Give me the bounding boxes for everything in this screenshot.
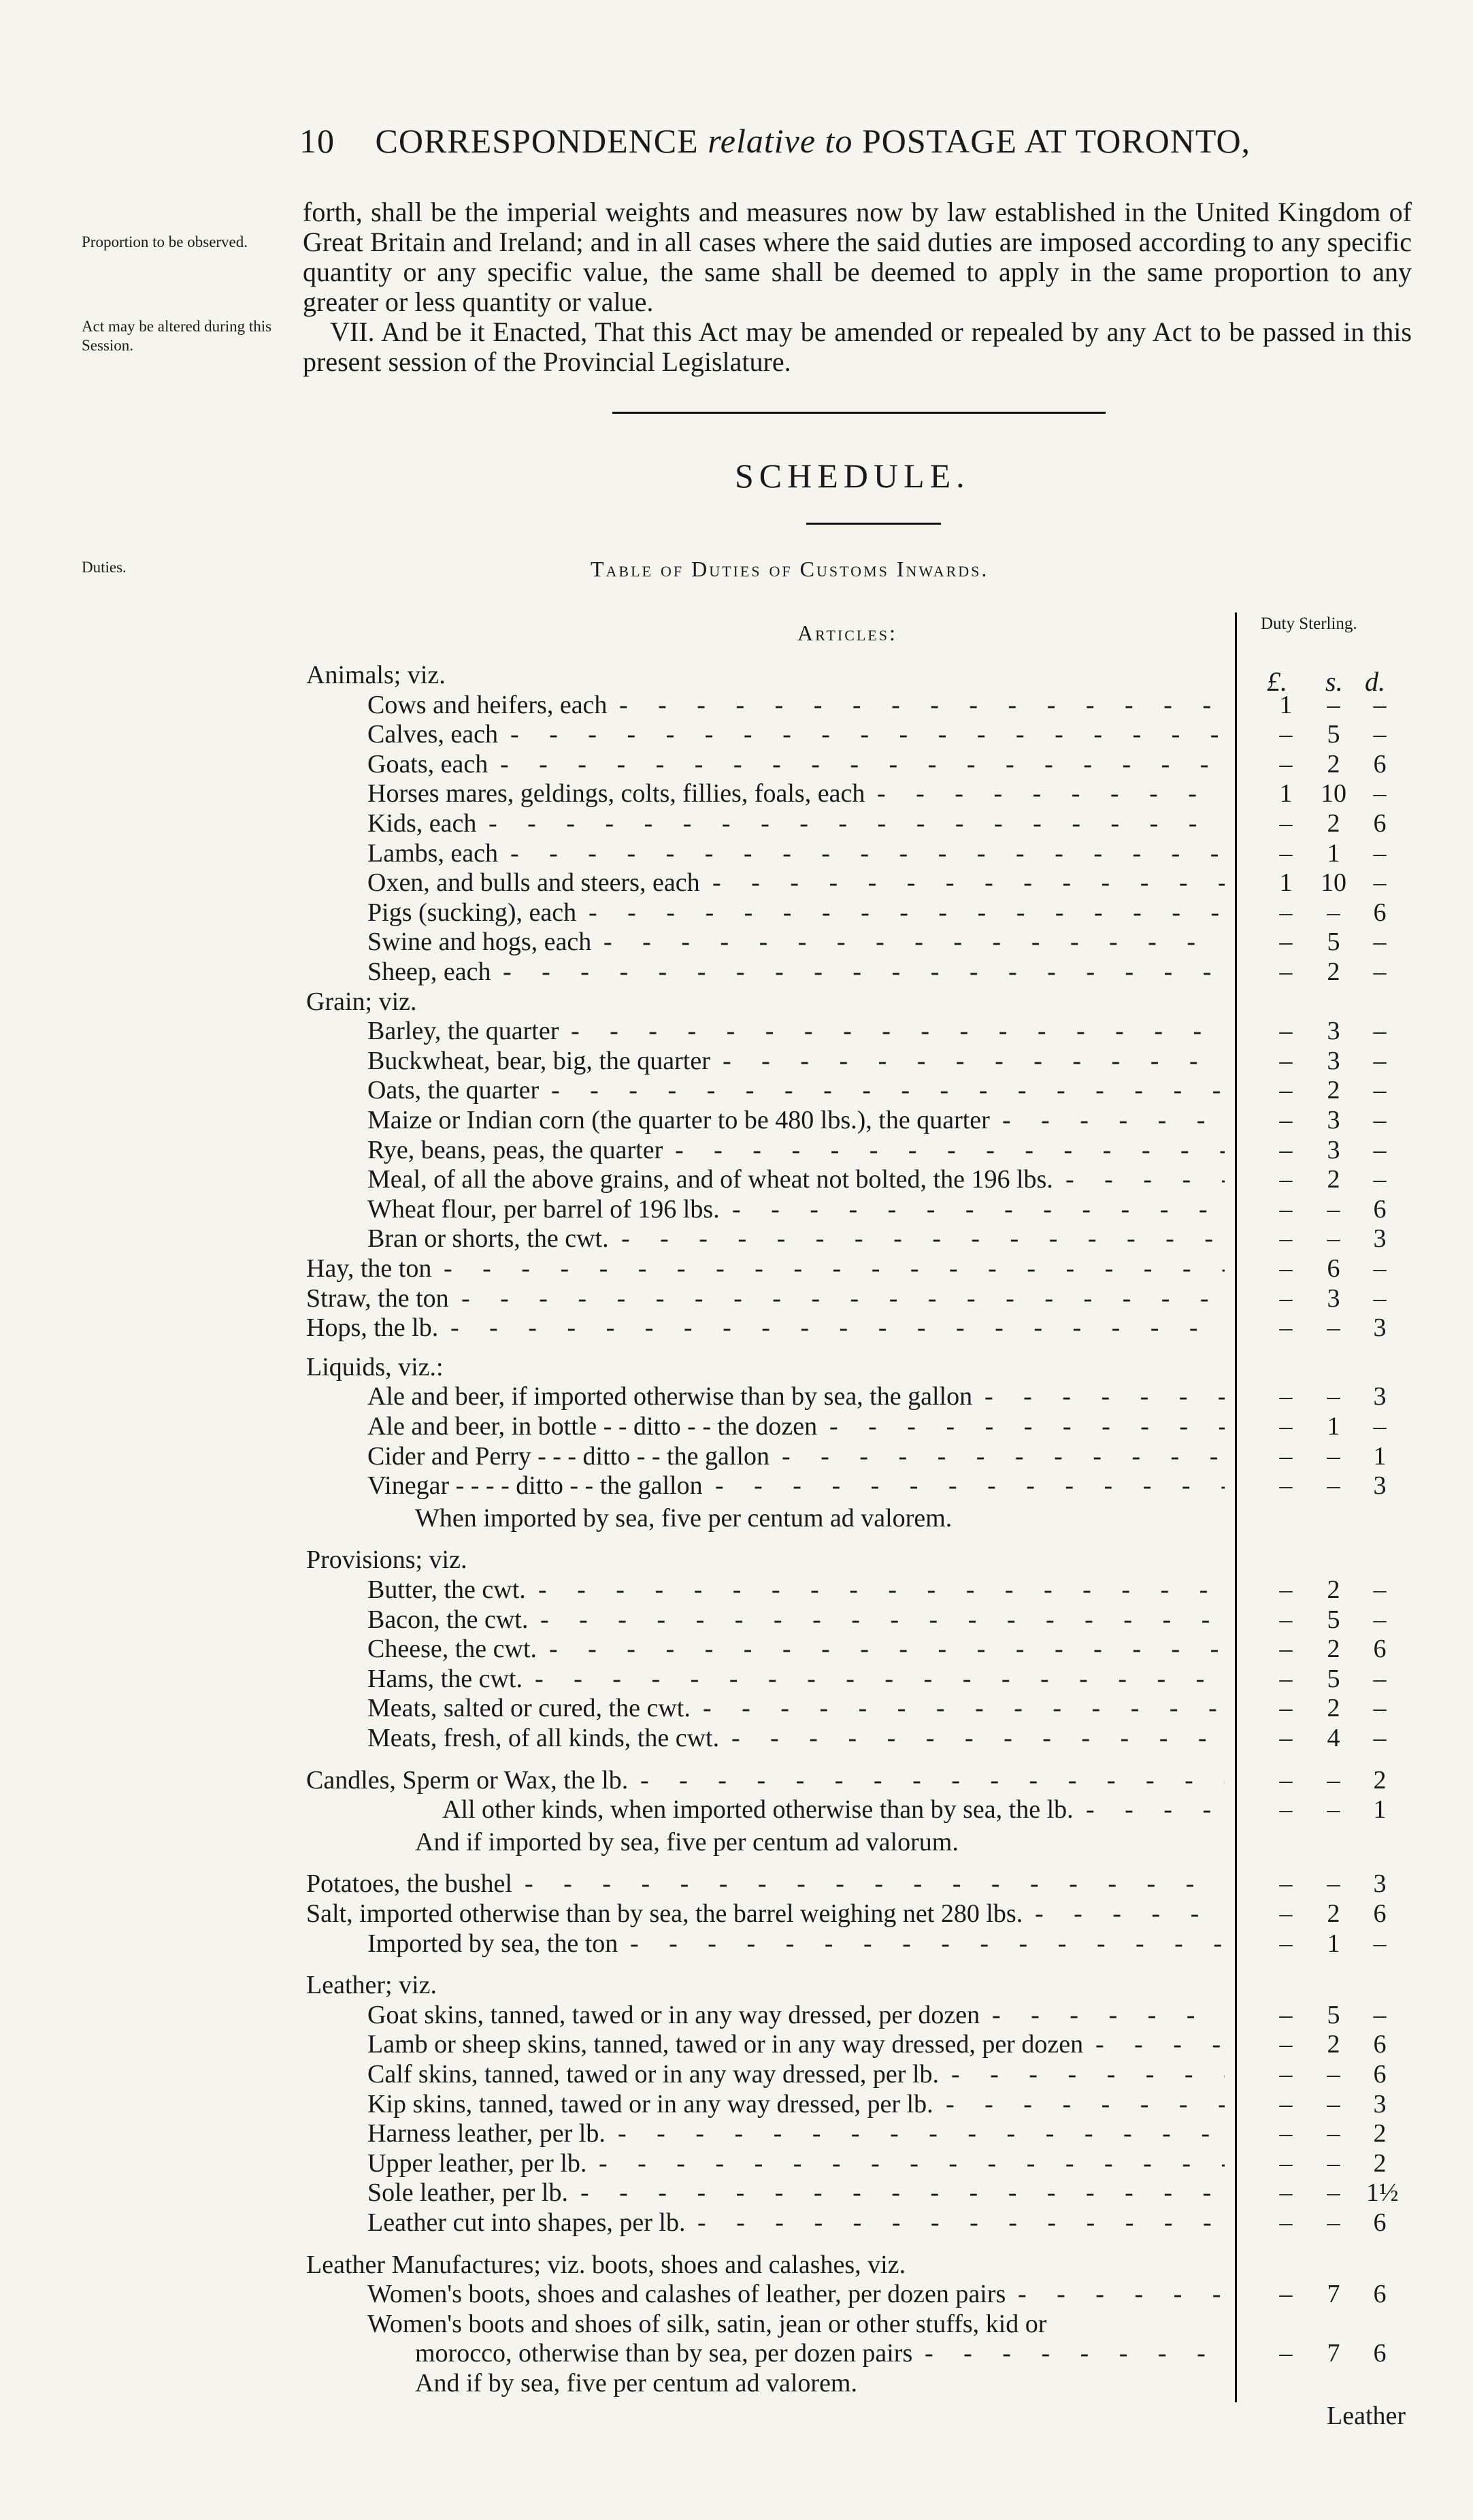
duty-shillings: 1	[1327, 1929, 1340, 1958]
duty-pounds: –	[1279, 1694, 1293, 1722]
duty-pounds: –	[1279, 2339, 1293, 2368]
duty-pounds: –	[1279, 1412, 1293, 1441]
article-text: Butter, the cwt.	[367, 1575, 526, 1604]
duty-shillings: 2	[1327, 1575, 1340, 1604]
article-text: Calves, each	[367, 720, 499, 749]
duty-pounds: –	[1279, 1635, 1293, 1663]
duty-shillings: –	[1327, 1442, 1340, 1471]
duty-pence: –	[1373, 1106, 1387, 1134]
article-text: Meal, of all the above grains, and of wheat not bolted, the 196 lbs.	[367, 1165, 1053, 1194]
catchword: Leather	[1327, 2402, 1406, 2430]
article-text: Potatoes, the bushel	[306, 1869, 512, 1898]
header-title-part2: POSTAGE AT TORONTO,	[861, 122, 1251, 160]
duty-shillings: 5	[1327, 720, 1340, 749]
article-text: Hams, the cwt.	[367, 1665, 523, 1693]
duty-shillings: –	[1327, 1313, 1340, 1342]
duty-pounds: –	[1279, 2060, 1293, 2089]
duty-shillings: –	[1327, 898, 1340, 927]
dot-leader	[984, 1381, 1225, 1411]
duty-shillings: 2	[1327, 958, 1340, 986]
article-text: Provisions; viz.	[306, 1545, 467, 1574]
duty-pounds: –	[1279, 1471, 1293, 1500]
duty-pounds: –	[1279, 2178, 1293, 2207]
duty-pence: –	[1373, 720, 1387, 749]
dot-leader	[461, 1283, 1225, 1313]
duty-shillings: 2	[1327, 809, 1340, 838]
duty-shillings: –	[1327, 1869, 1340, 1898]
duty-shillings: 3	[1327, 1106, 1340, 1134]
duty-shillings: –	[1327, 1766, 1340, 1795]
dot-leader	[697, 2208, 1225, 2238]
duty-pence: –	[1373, 1017, 1387, 1045]
header-title-part1: CORRESPONDENCE	[375, 122, 699, 160]
article-text: Meats, fresh, of all kinds, the cwt.	[367, 1724, 720, 1752]
duty-pounds: –	[1279, 1899, 1293, 1928]
intro-text	[303, 197, 1412, 377]
dot-leader	[621, 1224, 1225, 1254]
duty-pence: 1½	[1366, 2178, 1399, 2207]
dot-leader	[640, 1765, 1225, 1795]
duty-shillings: –	[1327, 1795, 1340, 1824]
duty-pounds: –	[1279, 958, 1293, 986]
article-text: Ale and beer, if imported otherwise than by sea, the gallon	[367, 1382, 973, 1411]
duty-pence: –	[1373, 839, 1387, 868]
dot-leader	[599, 2148, 1225, 2178]
article-text: Oxen, and bulls and steers, each	[367, 868, 700, 897]
duty-shillings: 3	[1327, 1017, 1340, 1045]
table-title: Table of Duties of Customs Inwards.	[591, 557, 989, 581]
duty-pence: –	[1373, 1412, 1387, 1441]
duty-shillings: 5	[1327, 1665, 1340, 1693]
duty-pounds: –	[1279, 1076, 1293, 1104]
article-text: Sole leather, per lb.	[367, 2178, 568, 2207]
article-text: Kip skins, tanned, tawed or in any way dressed, per lb.	[367, 2090, 933, 2118]
article-text: Women's boots, shoes and calashes of leather, per dozen pairs	[367, 2280, 1006, 2308]
duty-pounds: –	[1279, 720, 1293, 749]
article-text: Upper leather, per lb.	[367, 2149, 587, 2178]
article-text: Cider and Perry - - - ditto - - the gallon	[367, 1442, 769, 1471]
duty-pence: –	[1373, 1254, 1387, 1283]
article-text: Bacon, the cwt.	[367, 1605, 529, 1634]
duty-pence: 3	[1373, 1869, 1387, 1898]
dot-leader	[712, 868, 1225, 898]
dot-leader	[715, 1471, 1225, 1501]
article-text: Leather; viz.	[306, 1971, 437, 1999]
article-text: Oats, the quarter	[367, 1076, 540, 1104]
duty-shillings: 7	[1327, 2339, 1340, 2368]
article-text: Grain; viz.	[306, 987, 417, 1016]
duty-shillings: 5	[1327, 2001, 1340, 2029]
duty-pence: –	[1373, 958, 1387, 986]
duty-pounds: –	[1279, 2208, 1293, 2237]
schedule-title: SCHEDULE.	[735, 457, 970, 495]
dot-leader	[603, 927, 1225, 957]
duty-shillings: –	[1327, 2149, 1340, 2178]
duty-pence: –	[1373, 2001, 1387, 2029]
duty-shillings: –	[1327, 2178, 1340, 2207]
article-text: Cows and heifers, each	[367, 691, 608, 719]
duty-pence: –	[1373, 779, 1387, 808]
duty-pounds: –	[1279, 1136, 1293, 1164]
duty-pence: –	[1373, 1165, 1387, 1194]
dot-leader	[510, 719, 1225, 749]
article-text: Leather Manufactures; viz. boots, shoes and calashes, viz.	[306, 2251, 906, 2279]
duty-pounds: –	[1279, 898, 1293, 927]
intro-paragraph-1: forth, shall be the imperial weights and measures now by law established in the United Kingdom of Great Britain and Ireland; and in all cases where the said duties are imposed according to any specific quantity or any specific value, the same shall be deemed to apply in the same proportion to any greater or less quantity or value.	[303, 197, 1412, 317]
unit-pounds: £.	[1267, 666, 1287, 697]
page-header	[299, 121, 1251, 161]
dot-leader	[551, 1075, 1225, 1105]
article-text: Maize or Indian corn (the quarter to be 480 lbs.), the quarter	[367, 1106, 990, 1134]
dot-leader	[1002, 1105, 1225, 1135]
duty-shillings: 3	[1327, 1136, 1340, 1164]
dot-leader	[1086, 1795, 1225, 1824]
duty-pounds: –	[1279, 1575, 1293, 1604]
dot-leader	[925, 2338, 1225, 2368]
duty-pence: 6	[1373, 750, 1387, 779]
article-text: Calf skins, tanned, tawed or in any way dressed, per lb.	[367, 2060, 940, 2089]
duty-pounds: –	[1279, 809, 1293, 838]
dot-leader	[946, 2089, 1225, 2119]
duty-pounds: –	[1279, 928, 1293, 956]
duty-pence: 6	[1373, 809, 1387, 838]
article-text: Sheep, each	[367, 958, 491, 986]
article-text: Vinegar - - - - ditto - - the gallon	[367, 1471, 703, 1500]
duty-pounds: –	[1279, 1165, 1293, 1194]
duty-pence: –	[1373, 691, 1387, 719]
dot-leader	[1018, 2279, 1225, 2309]
duty-pence: 3	[1373, 1382, 1387, 1411]
duty-pounds: –	[1279, 1284, 1293, 1313]
dot-leader	[1035, 1899, 1225, 1929]
article-text: Rye, beans, peas, the quarter	[367, 1136, 663, 1164]
article-text: Liquids, viz.:	[306, 1353, 444, 1381]
article-text: And if imported by sea, five per centum ad valorum.	[415, 1828, 959, 1856]
dot-leader	[538, 1575, 1225, 1605]
duty-shillings: –	[1327, 2060, 1340, 2089]
article-text: Candles, Sperm or Wax, the lb.	[306, 1766, 629, 1795]
article-text: morocco, otherwise than by sea, per dozen pairs	[415, 2339, 913, 2368]
duty-pounds: –	[1279, 2119, 1293, 2148]
duty-pounds: –	[1279, 1665, 1293, 1693]
duty-pence: 6	[1373, 2339, 1387, 2368]
article-text: When imported by sea, five per centum ad valorem.	[415, 1504, 953, 1533]
duty-pounds: 1	[1279, 691, 1293, 719]
duty-pounds: –	[1279, 1224, 1293, 1253]
dot-leader	[525, 1869, 1225, 1899]
article-text: Cheese, the cwt.	[367, 1635, 537, 1663]
dot-leader	[723, 1046, 1225, 1076]
dot-leader	[618, 2118, 1225, 2148]
duty-pence: 3	[1373, 2090, 1387, 2118]
duty-pence: 6	[1373, 2208, 1387, 2237]
duty-pence: –	[1373, 1605, 1387, 1634]
intro-paragraph-2: VII. And be it Enacted, That this Act may be amended or repealed by any Act to be passed in this present session of the Provincial Legislature.	[303, 316, 1412, 377]
dot-leader	[675, 1135, 1225, 1165]
duty-pence: –	[1373, 1575, 1387, 1604]
duty-shillings: 2	[1327, 1899, 1340, 1928]
duty-pounds: 1	[1279, 868, 1293, 897]
article-text: Imported by sea, the ton	[367, 1929, 618, 1958]
article-text: Hops, the lb.	[306, 1313, 439, 1342]
dot-leader	[619, 690, 1225, 720]
duty-pence: 6	[1373, 1195, 1387, 1224]
dot-leader	[549, 1634, 1225, 1664]
duty-pence: 3	[1373, 1471, 1387, 1500]
duty-pence: 6	[1373, 2030, 1387, 2059]
duty-pounds: –	[1279, 2030, 1293, 2059]
duty-shillings: 6	[1327, 1254, 1340, 1283]
duty-shillings: –	[1327, 2119, 1340, 2148]
duty-pence: 1	[1373, 1795, 1387, 1824]
duty-shillings: 1	[1327, 1412, 1340, 1441]
duty-shillings: 3	[1327, 1284, 1340, 1313]
dot-leader	[782, 1441, 1225, 1471]
duty-pounds: –	[1279, 1382, 1293, 1411]
duty-pence: 1	[1373, 1442, 1387, 1471]
dot-leader	[580, 2178, 1225, 2208]
duty-pounds: –	[1279, 839, 1293, 868]
dot-leader	[500, 749, 1225, 779]
article-text: Meats, salted or cured, the cwt.	[367, 1694, 691, 1722]
duty-shillings: –	[1327, 1224, 1340, 1253]
margin-note-duties: Duties.	[82, 559, 127, 576]
duty-pounds: –	[1279, 1795, 1293, 1824]
duty-pounds: –	[1279, 1724, 1293, 1752]
duty-pence: 2	[1373, 2149, 1387, 2178]
duty-pounds: –	[1279, 1313, 1293, 1342]
margin-note-proportion: Proportion to be observed.	[82, 233, 248, 250]
duty-pounds: –	[1279, 1605, 1293, 1634]
duty-pence: 6	[1373, 2280, 1387, 2308]
article-text: Hay, the ton	[306, 1254, 432, 1283]
duty-pounds: –	[1279, 2280, 1293, 2308]
dot-leader	[535, 1664, 1225, 1694]
articles-heading: Articles:	[797, 621, 897, 645]
article-text: Buckwheat, bear, big, the quarter	[367, 1047, 710, 1075]
article-text: Lambs, each	[367, 839, 499, 868]
duty-shillings: –	[1327, 1471, 1340, 1500]
column-rule	[1235, 612, 1237, 2402]
dot-leader	[571, 1016, 1225, 1046]
dot-leader	[444, 1254, 1225, 1283]
duty-pounds: –	[1279, 1254, 1293, 1283]
dot-leader	[992, 2000, 1225, 2030]
duty-pounds: –	[1279, 1047, 1293, 1075]
header-title-italic: relative to	[708, 122, 853, 160]
dot-leader	[703, 1693, 1225, 1723]
dot-leader	[877, 779, 1225, 808]
page-number: 10	[299, 122, 335, 160]
duty-pounds: –	[1279, 1442, 1293, 1471]
duty-shillings: 1	[1327, 839, 1340, 868]
article-text: Barley, the quarter	[367, 1017, 559, 1045]
duty-pounds: –	[1279, 1869, 1293, 1898]
duty-pence: –	[1373, 1284, 1387, 1313]
duty-pounds: –	[1279, 2090, 1293, 2118]
duty-shillings: 10	[1321, 868, 1346, 897]
article-text: Harness leather, per lb.	[367, 2119, 606, 2148]
duty-pounds: –	[1279, 1766, 1293, 1795]
duty-heading: Duty Sterling.	[1261, 615, 1357, 633]
article-text: Women's boots and shoes of silk, satin, jean or other stuffs, kid or	[367, 2310, 1047, 2338]
duty-pence: 6	[1373, 2060, 1387, 2089]
title-underline	[806, 523, 941, 525]
margin-note-alter: Act may be altered during this Session.	[82, 318, 272, 354]
duty-shillings: 2	[1327, 1694, 1340, 1722]
article-text: Swine and hogs, each	[367, 928, 592, 956]
dot-leader	[731, 1723, 1225, 1753]
duty-shillings: 2	[1327, 1076, 1340, 1104]
dot-leader	[1095, 2029, 1225, 2059]
article-text: All other kinds, when imported otherwise than by sea, the lb.	[442, 1795, 1074, 1824]
duty-pence: –	[1373, 1136, 1387, 1164]
duty-shillings: 2	[1327, 2030, 1340, 2059]
duty-pence: –	[1373, 868, 1387, 897]
dot-leader	[489, 808, 1225, 838]
article-text: Bran or shorts, the cwt.	[367, 1224, 609, 1253]
duty-pounds: –	[1279, 1106, 1293, 1134]
dot-leader	[732, 1194, 1225, 1224]
article-text: Salt, imported otherwise than by sea, the barrel weighing net 280 lbs.	[306, 1899, 1023, 1928]
duty-pence: 6	[1373, 1635, 1387, 1663]
section-divider	[612, 412, 1106, 414]
duty-shillings: –	[1327, 691, 1340, 719]
duty-shillings: –	[1327, 1195, 1340, 1224]
duty-pounds: 1	[1279, 779, 1293, 808]
duty-pence: –	[1373, 1929, 1387, 1958]
article-text: Horses mares, geldings, colts, fillies, foals, each	[367, 779, 865, 808]
dot-leader	[540, 1605, 1225, 1635]
article-text: Wheat flour, per barrel of 196 lbs.	[367, 1195, 720, 1224]
duty-shillings: 2	[1327, 1635, 1340, 1663]
duty-pence: –	[1373, 1665, 1387, 1693]
duty-pence: 2	[1373, 1766, 1387, 1795]
duty-pounds: –	[1279, 1195, 1293, 1224]
article-text: Pigs (sucking), each	[367, 898, 577, 927]
duty-pence: 3	[1373, 1313, 1387, 1342]
article-text: Kids, each	[367, 809, 477, 838]
article-text: Ale and beer, in bottle - - ditto - - the dozen	[367, 1412, 818, 1441]
duty-shillings: 4	[1327, 1724, 1340, 1752]
duty-pence: –	[1373, 1047, 1387, 1075]
duty-shillings: 10	[1321, 779, 1346, 808]
duty-pounds: –	[1279, 1017, 1293, 1045]
duty-pounds: –	[1279, 750, 1293, 779]
duty-pence: –	[1373, 928, 1387, 956]
duty-pence: –	[1373, 1694, 1387, 1722]
duty-shillings: –	[1327, 2090, 1340, 2118]
duty-pounds: –	[1279, 2001, 1293, 2029]
duty-pence: 6	[1373, 1899, 1387, 1928]
duty-shillings: 5	[1327, 1605, 1340, 1634]
dot-leader	[829, 1411, 1225, 1441]
duty-pence: –	[1373, 1724, 1387, 1752]
article-text: Goat skins, tanned, tawed or in any way dressed, per dozen	[367, 2001, 980, 2029]
duty-shillings: –	[1327, 2208, 1340, 2237]
dot-leader	[1065, 1164, 1225, 1194]
dot-leader	[630, 1929, 1225, 1959]
duty-shillings: 7	[1327, 2280, 1340, 2308]
duty-pence: 6	[1373, 898, 1387, 927]
duty-pounds: –	[1279, 2149, 1293, 2178]
duty-pence: 2	[1373, 2119, 1387, 2148]
duty-shillings: 3	[1327, 1047, 1340, 1075]
article-text: Goats, each	[367, 750, 489, 779]
dot-leader	[951, 2059, 1225, 2089]
dot-leader	[503, 957, 1225, 987]
duty-pence: –	[1373, 1076, 1387, 1104]
article-text: Leather cut into shapes, per lb.	[367, 2208, 686, 2237]
article-text: Animals; viz.	[306, 661, 446, 689]
unit-pence: d.	[1365, 666, 1385, 697]
article-text: Straw, the ton	[306, 1284, 449, 1313]
dot-leader	[450, 1313, 1225, 1343]
duty-shillings: 2	[1327, 750, 1340, 779]
duty-pounds: –	[1279, 1929, 1293, 1958]
unit-shillings: s.	[1325, 666, 1343, 697]
duty-shillings: –	[1327, 1382, 1340, 1411]
duty-pence: 3	[1373, 1224, 1387, 1253]
article-text: And if by sea, five per centum ad valorem.	[415, 2369, 857, 2398]
duty-shillings: 2	[1327, 1165, 1340, 1194]
dot-leader	[510, 838, 1225, 868]
dot-leader	[589, 898, 1225, 928]
duty-shillings: 5	[1327, 928, 1340, 956]
article-text: Lamb or sheep skins, tanned, tawed or in any way dressed, per dozen	[367, 2030, 1084, 2059]
